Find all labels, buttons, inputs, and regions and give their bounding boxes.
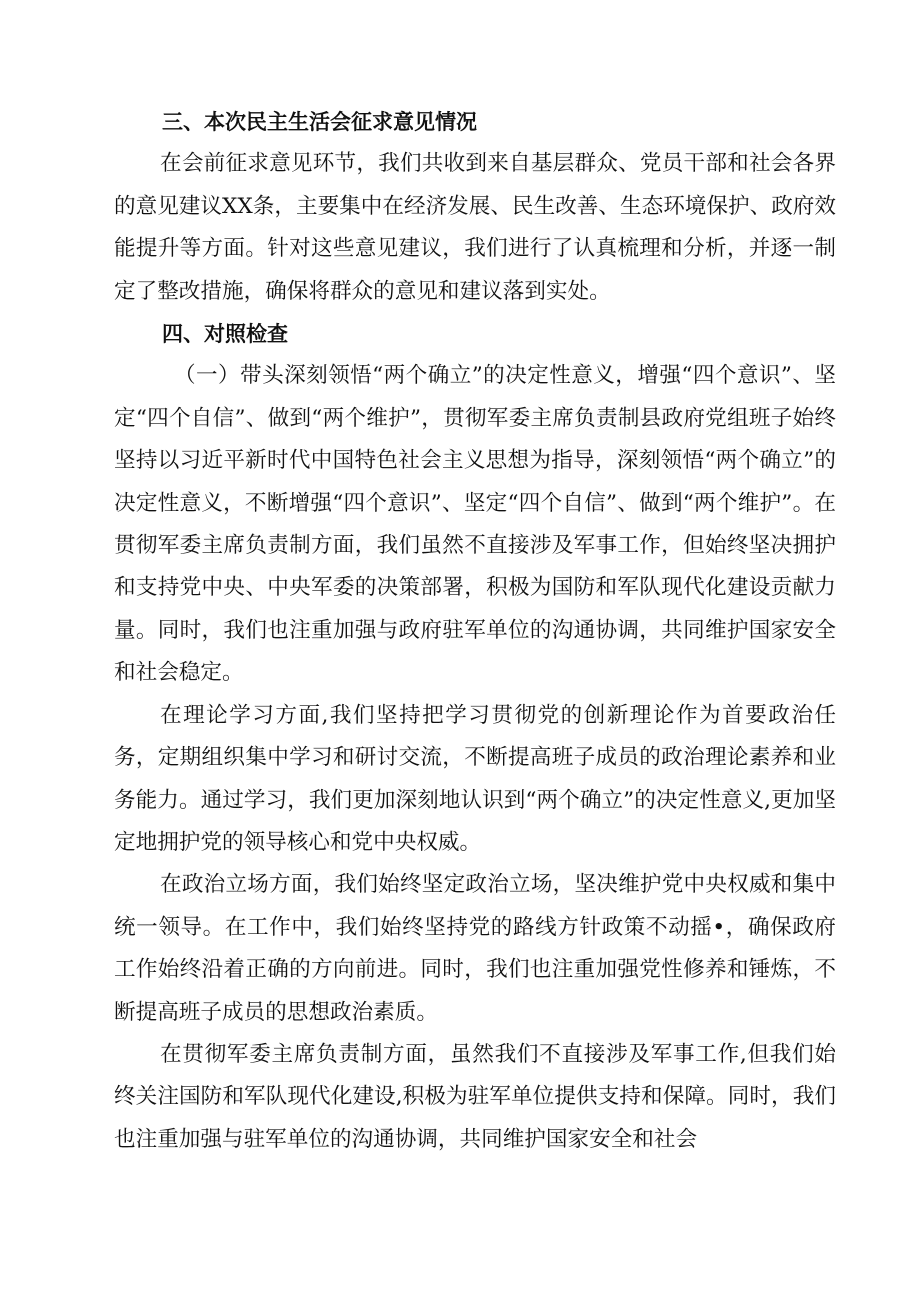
section-4-paragraph-3: 在政治立场方面，我们始终坚定政治立场，坚决维护党中央权威和集中统一领导。在工作中，我们始终坚持党的路线方针政策不动摇•，确保政府工作始终沿着正确的方向前进。同时，我们也注重加强党性修养和锤炼，不断提高班子成员的思想政治素质。 — [114, 872, 836, 1025]
section-3-paragraph: 在会前征求意见环节，我们共收到来自基层群众、党员干部和社会各界的意见建议XX条，主要集中在经济发展、民生改善、生态环境保护、政府效能提升等方面。针对这些意见建议，我们进行了认真梳理和分析，并逐一制定了整改措施，确保将群众的意见和建议落到实处。 — [114, 151, 836, 304]
section-3-heading: 三、本次民主生活会征求意见情况 — [162, 110, 477, 134]
section-4-heading: 四、对照检查 — [162, 322, 288, 347]
section-4-paragraph-2: 在理论学习方面,我们坚持把学习贯彻党的创新理论作为首要政治任务，定期组织集中学习和研讨交流，不断提高班子成员的政治理论素养和业务能力。通过学习，我们更加深刻地认识到“两个确立”的决定性意义,更加坚定地拥护党的领导核心和党中央权威。 — [114, 702, 836, 855]
section-4-paragraph-4: 在贯彻军委主席负责制方面，虽然我们不直接涉及军事工作,但我们始终关注国防和军队现代化建设,积极为驻军单位提供支持和保障。同时，我们也注重加强与驻军单位的沟通协调，共同维护国家安全和社会 — [114, 1041, 836, 1152]
section-4-paragraph-1: （一）带头深刻领悟“两个确立”的决定性意义，增强“四个意识”、坚定“四个自信”、做到“两个维护”，贯彻军委主席负责制县政府党组班子始终坚持以习近平新时代中国特色社会主义思想为指导，深刻领悟“两个确立”的决定性意义，不断增强“四个意识”、坚定“四个自信”、做到“两个维护”。在贯彻军委主席负责制方面，我们虽然不直接涉及军事工作，但始终坚决拥护和支持党中央、中央军委的决策部署，积极为国防和军队现代化建设贡献力量。同时，我们也注重加强与政府驻军单位的沟通协调，共同维护国家安全和社会稳定。 — [114, 363, 836, 686]
document-body — [114, 101, 836, 1161]
